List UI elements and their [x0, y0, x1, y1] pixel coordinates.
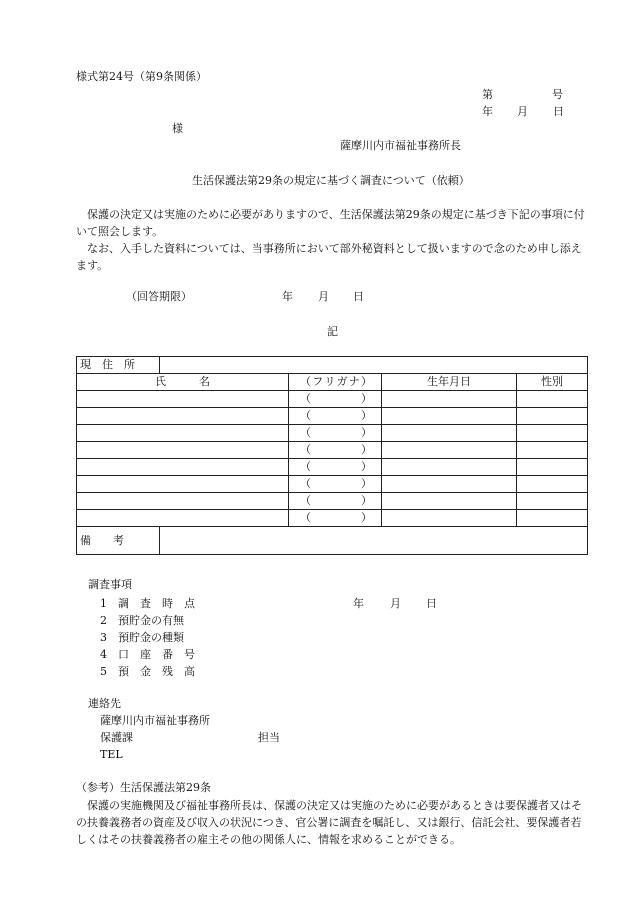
name-cell[interactable]: [77, 510, 289, 527]
body-paragraph-2: なお、入手した資料については、当事務所において部外秘資料として扱いますので念のため申し添えます。: [76, 242, 582, 272]
contact-office: 薩摩川内市福祉事務所: [100, 714, 210, 727]
sex-cell[interactable]: [517, 476, 588, 493]
survey-date-month: 月: [390, 597, 401, 610]
sex-cell[interactable]: [517, 459, 588, 476]
contact-person-label: 担当: [258, 731, 280, 744]
name-cell[interactable]: [77, 476, 289, 493]
body-paragraph-1: 保護の決定又は実施のために必要がありますので、生活保護法第29条の規定に基づき下記の事項に付いて照会します。: [76, 208, 585, 238]
table-row: [77, 459, 588, 476]
sex-cell[interactable]: [517, 408, 588, 425]
furigana-cell[interactable]: （ ）: [289, 459, 382, 476]
name-cell[interactable]: [77, 442, 289, 459]
sex-cell[interactable]: [517, 425, 588, 442]
survey-date-year: 年: [353, 597, 364, 610]
addressee-suffix: 様: [172, 122, 183, 135]
reference-text: 保護の実施機関及び福祉事務所長は、保護の決定又は実施のために必要があるときは要保護者又はその扶養義務者の資産及び収入の状況につき、官公署に調査を嘱託し、又は銀行、信託会社、要保護者若しくはその扶養義務者の雇主その他の関係人に、情報を求めることができる。: [76, 799, 582, 846]
subject-table: [76, 356, 588, 555]
sex-cell[interactable]: [517, 391, 588, 408]
sex-header: 性別: [517, 374, 588, 391]
furigana-cell[interactable]: （ ）: [289, 408, 382, 425]
sex-cell[interactable]: [517, 510, 588, 527]
remarks-field[interactable]: [160, 527, 588, 555]
furigana-cell[interactable]: （ ）: [289, 425, 382, 442]
furigana-header: （ フ リ ガ ナ ）: [289, 374, 382, 391]
table-row: [77, 442, 588, 459]
name-header: 氏 名: [77, 374, 289, 391]
address-label: 現 住 所: [77, 357, 160, 374]
survey-date-day: 日: [426, 597, 437, 610]
header-row: [77, 374, 588, 391]
table-row: [77, 510, 588, 527]
furigana-cell[interactable]: （ ）: [289, 510, 382, 527]
birthdate-cell[interactable]: [382, 510, 517, 527]
doc-number-suffix: 号: [552, 88, 563, 101]
furigana-cell[interactable]: （ ）: [289, 493, 382, 510]
name-cell[interactable]: [77, 408, 289, 425]
contact-tel: TEL: [100, 748, 123, 761]
birthdate-header: 生年月日: [382, 374, 517, 391]
birthdate-cell[interactable]: [382, 408, 517, 425]
table-row: [77, 476, 588, 493]
birthdate-cell[interactable]: [382, 493, 517, 510]
table-row: [77, 425, 588, 442]
deadline-month: 月: [318, 290, 329, 303]
survey-heading: 調査事項: [88, 578, 132, 591]
birthdate-cell[interactable]: [382, 459, 517, 476]
date-year: 年: [482, 105, 493, 118]
deadline-year: 年: [282, 290, 293, 303]
issuer: 薩摩川内市福祉事務所長: [340, 139, 461, 152]
table-row: [77, 408, 588, 425]
address-field[interactable]: [160, 357, 588, 374]
table-row: [77, 391, 588, 408]
furigana-cell[interactable]: （ ）: [289, 476, 382, 493]
deadline-label: （回答期限）: [126, 290, 192, 303]
address-row: [77, 357, 588, 374]
ki-heading: 記: [327, 325, 338, 338]
table-row: [77, 493, 588, 510]
birthdate-cell[interactable]: [382, 391, 517, 408]
birthdate-cell[interactable]: [382, 425, 517, 442]
deadline-day: 日: [353, 290, 364, 303]
sex-cell[interactable]: [517, 442, 588, 459]
name-cell[interactable]: [77, 493, 289, 510]
name-cell[interactable]: [77, 391, 289, 408]
document-title: 生活保護法第29条の規定に基づく調査について（依頼）: [192, 174, 470, 187]
remarks-label: 備 考: [77, 527, 160, 555]
doc-number-prefix: 第: [482, 88, 493, 101]
name-cell[interactable]: [77, 425, 289, 442]
date-day: 日: [553, 105, 564, 118]
remarks-row: [77, 527, 588, 555]
furigana-cell[interactable]: （ ）: [289, 442, 382, 459]
furigana-cell[interactable]: （ ）: [289, 391, 382, 408]
reference-heading: （参考）生活保護法第29条: [76, 781, 211, 794]
birthdate-cell[interactable]: [382, 476, 517, 493]
date-month: 月: [517, 105, 528, 118]
contact-heading: 連絡先: [88, 697, 121, 710]
sex-cell[interactable]: [517, 493, 588, 510]
birthdate-cell[interactable]: [382, 442, 517, 459]
form-number: 様式第24号（第9条関係）: [76, 70, 207, 83]
contact-section: 保護課: [100, 731, 133, 744]
name-cell[interactable]: [77, 459, 289, 476]
